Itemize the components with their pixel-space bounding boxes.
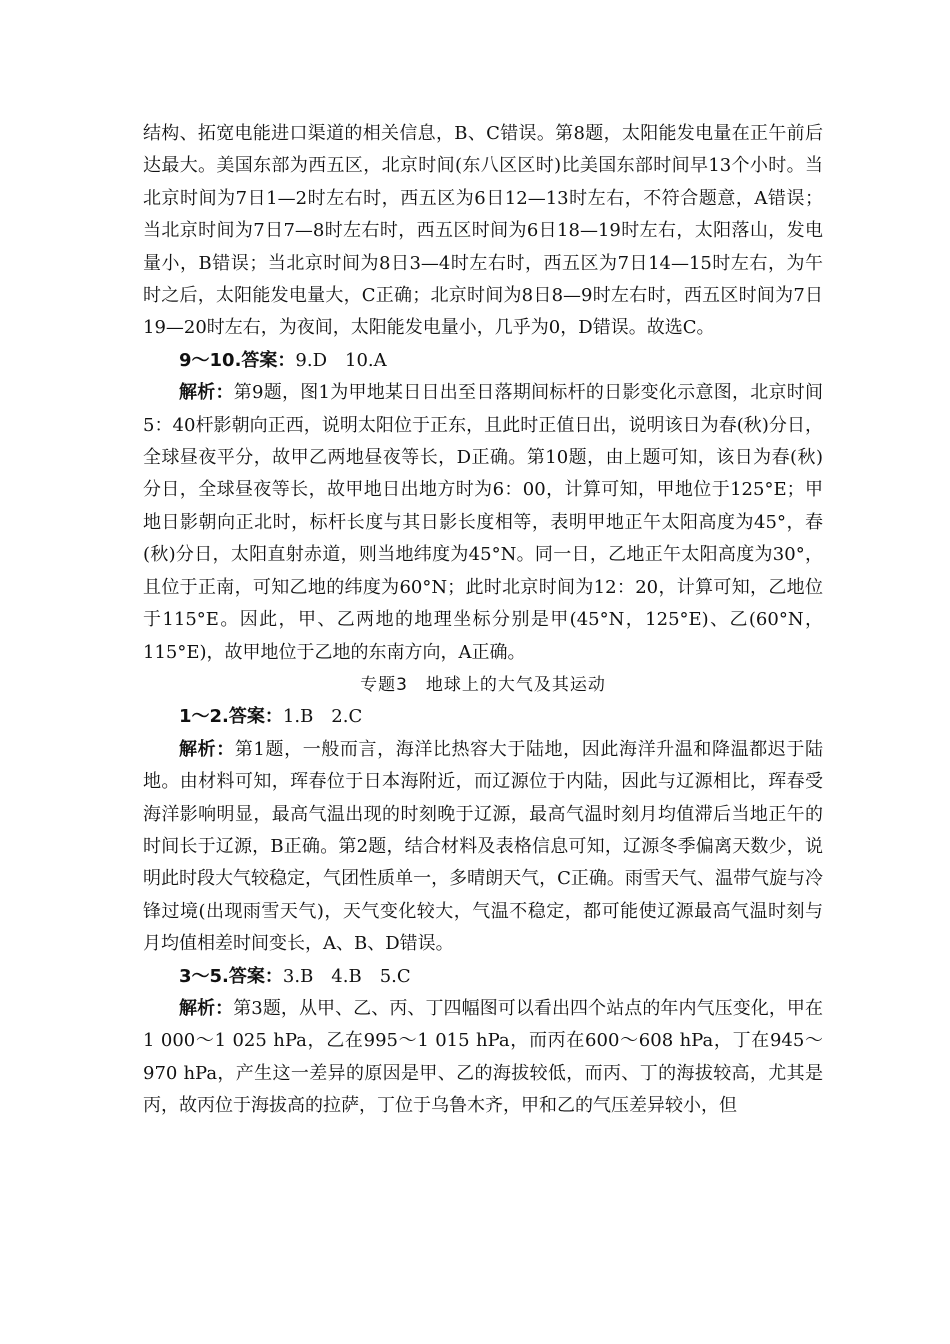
explanation-text: 第3题，从甲、乙、丙、丁四幅图可以看出四个站点的年内气压变化，甲在1 000～1 025 hPa，乙在995～1 015 hPa，而丙在600～608 hPa，丁在945～970 hPa，产生这一差异的原因是甲、乙的海拔较低，而丙、丁的海拔较高，尤其是丙，故丙位于海拔高的拉萨，丁位于乌鲁木齐，甲和乙的气压差异较小，但 bbox=[143, 997, 823, 1117]
answer-value: 1.B 2.C bbox=[282, 706, 363, 728]
answer-value: 9.D 10.A bbox=[295, 349, 387, 371]
answer-label: 1～2.答案： bbox=[179, 706, 283, 728]
answer-3-5 bbox=[143, 961, 823, 993]
paragraph-q8-explanation: 结构、拓宽电能进口渠道的相关信息，B、C错误。第8题，太阳能发电量在正午前后达最大。美国东部为西五区，北京时间(东八区区时)比美国东部时间早13个小时。当北京时间为7日1—2时左右时，西五区为6日12—13时左右，不符合题意，A错误；当北京时间为7日7—8时左右时，西五区时间为6日18—19时左右，太阳落山，发电量小，B错误；当北京时间为8日3—4时左右时，西五区为7日14—15时左右，为午时之后，太阳能发电量大，C正确；北京时间为8日8—9时左右时，西五区时间为7日19—20时左右，为夜间，太阳能发电量小，几乎为0，D错误。故选C。 bbox=[143, 123, 823, 339]
section-title: 专题3 地球上的大气及其运动 bbox=[360, 674, 606, 695]
explanation-3-5 bbox=[143, 993, 823, 1123]
answer-label: 3～5.答案： bbox=[179, 965, 283, 987]
explanation-label: 解析： bbox=[179, 738, 235, 760]
explanation-text: 第9题，图1为甲地某日日出至日落期间标杆的日影变化示意图，北京时间5：40杆影朝向正西，说明太阳位于正东，且此时正值日出，说明该日为春(秋)分日，全球昼夜平分，故甲乙两地昼夜等长，D正确。第10题，由上题可知，该日为春(秋)分日，全球昼夜等长，故甲地日出地方时为6：00，计算可知，甲地位于125°E；甲地日影朝向正北时，标杆长度与其日影长度相等，表明甲地正午太阳高度为45°，春(秋)分日，太阳直射赤道，则当地纬度为45°N。同一日，乙地正午太阳高度为30°，且位于正南，可知乙地的纬度为60°N；此时北京时间为12：20，计算可知，乙地位于115°E。因此，甲、乙两地的地理坐标分别是甲(45°N，125°E)、乙(60°N，115°E)，故甲地位于乙地的东南方向，A正确。 bbox=[143, 382, 823, 663]
answer-label: 9～10.答案： bbox=[179, 349, 296, 371]
explanation-1-2 bbox=[143, 734, 823, 961]
explanation-label: 解析： bbox=[179, 382, 234, 404]
document-page bbox=[143, 118, 823, 1123]
explanation-text: 第1题，一般而言，海洋比热容大于陆地，因此海洋升温和降温都迟于陆地。由材料可知，珲春位于日本海附近，而辽源位于内陆，因此与辽源相比，珲春受海洋影响明显，最高气温出现的时刻晚于辽源，最高气温时刻月均值滞后当地正午的时间长于辽源，B正确。第2题，结合材料及表格信息可知，辽源冬季偏离天数少，说明此时段大气较稳定，气团性质单一，多晴朗天气，C正确。雨雪天气、温带气旋与冷锋过境(出现雨雪天气)，天气变化较大，气温不稳定，都可能使辽源最高气温时刻与月均值相差时间变长，A、B、D错误。 bbox=[143, 738, 824, 955]
answer-9-10 bbox=[143, 345, 823, 377]
answer-1-2 bbox=[143, 701, 823, 733]
explanation-label: 解析： bbox=[179, 997, 234, 1019]
explanation-9-10 bbox=[143, 377, 823, 669]
answer-value: 3.B 4.B 5.C bbox=[282, 965, 411, 987]
